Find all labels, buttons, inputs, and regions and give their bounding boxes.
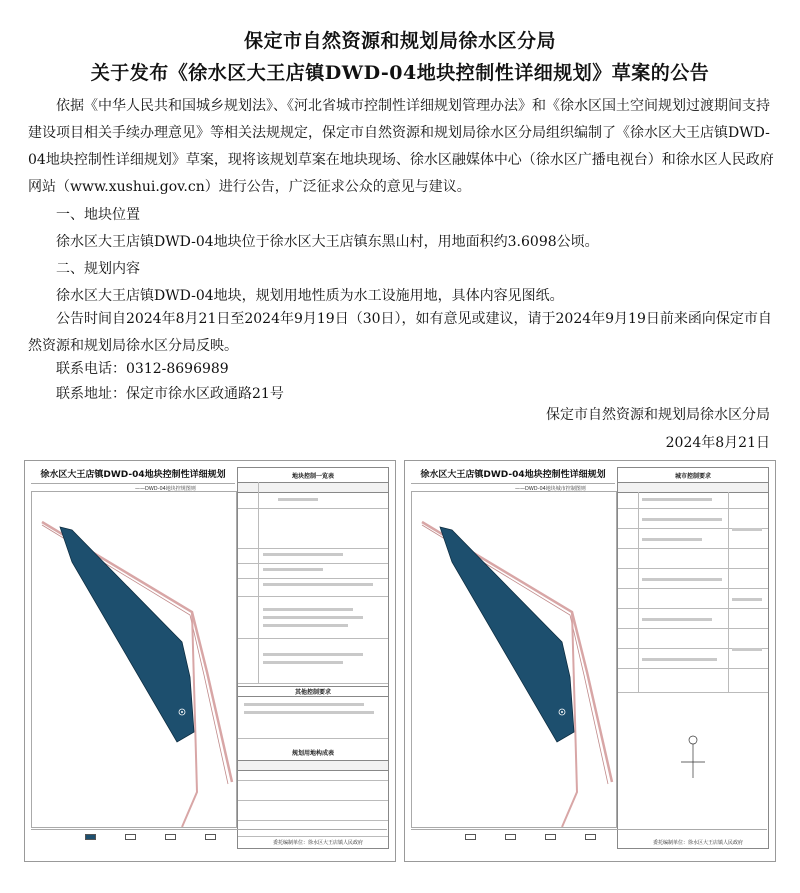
parcel-map-graphic <box>32 492 236 827</box>
panel-heading: 地块控制一览表 <box>291 473 334 480</box>
notice-main-title: 关于发布《徐水区大王店镇DWD-04地块控制性详细规划》草案的公告 <box>90 62 710 84</box>
contact-phone: 联系电话：0312-8696989 <box>56 361 229 377</box>
parcel-map <box>411 491 617 828</box>
drawing-title: 徐水区大王店镇DWD-04地块控制性详细规划 <box>411 467 615 484</box>
section-1-title: 一、地块位置 <box>56 207 140 223</box>
footer-signature: 委托编制单位：徐水区大王店镇人民政府 <box>652 840 743 846</box>
parcel-map <box>31 491 237 828</box>
parcel-shape <box>60 527 194 742</box>
other-control-heading: 其他控制要求 <box>294 689 331 696</box>
section-2-title: 二、规划内容 <box>56 261 140 277</box>
signature-org: 保定市自然资源和规划局徐水区分局 <box>546 407 770 423</box>
notice-org-title: 保定市自然资源和规划局徐水区分局 <box>243 30 556 52</box>
notice-period-paragraph: 公告时间自2024年8月21日至2024年9月19日（30日），如有意见或建议，请于2024年9月19日前来函向保定市自然资源和规划局徐水区分局反映。 <box>28 311 772 354</box>
plan-drawing-1 <box>24 460 396 862</box>
drawing-footer <box>31 829 387 854</box>
drawing-footer <box>411 829 767 854</box>
control-table-panel <box>237 467 389 849</box>
plan-drawing-2 <box>404 460 776 862</box>
section-1-text: 徐水区大王店镇DWD-04地块位于徐水区大王店镇东黑山村，用地面积约3.6098公顷。 <box>56 234 599 250</box>
signature-date: 2024年8月21日 <box>665 435 770 451</box>
parcel-shape <box>440 527 574 742</box>
section-2-text: 徐水区大王店镇DWD-04地块，规划用地性质为水工设施用地，具体内容见图纸。 <box>56 288 564 304</box>
drawing-subtitle: ——DWD-04地块控规图则 <box>135 486 196 492</box>
drawing-subtitle: ——DWD-04地块城市控制图则 <box>515 486 586 492</box>
drawing-title: 徐水区大王店镇DWD-04地块控制性详细规划 <box>31 467 235 484</box>
panel-heading: 城市控制要求 <box>674 473 711 480</box>
parcel-map-graphic <box>412 492 616 827</box>
footer-signature: 委托编制单位：徐水区大王店镇人民政府 <box>272 840 363 846</box>
city-control-panel <box>617 467 769 849</box>
symbol-diagram <box>673 728 713 798</box>
land-use-table-heading: 规划用地构成表 <box>291 750 334 757</box>
contact-address: 联系地址：保定市徐水区政通路21号 <box>56 386 284 402</box>
intro-paragraph: 依据《中华人民共和国城乡规划法》、《河北省城市控制性详细规划管理办法》和《徐水区国土空间规划过渡期间支持建设项目相关手续办理意见》等相关法规规定，保定市自然资源和规划局徐水区分局组织编制了《徐水区大王店镇DWD-04地块控制性详细规划》草案，现将该规划草案在地块现场、徐水区融媒体中心（徐水区广播电视台）和徐水区人民政府网站（www.xushui.gov.cn）进行公告，广泛征求公众的意见与建议。 <box>28 98 774 195</box>
